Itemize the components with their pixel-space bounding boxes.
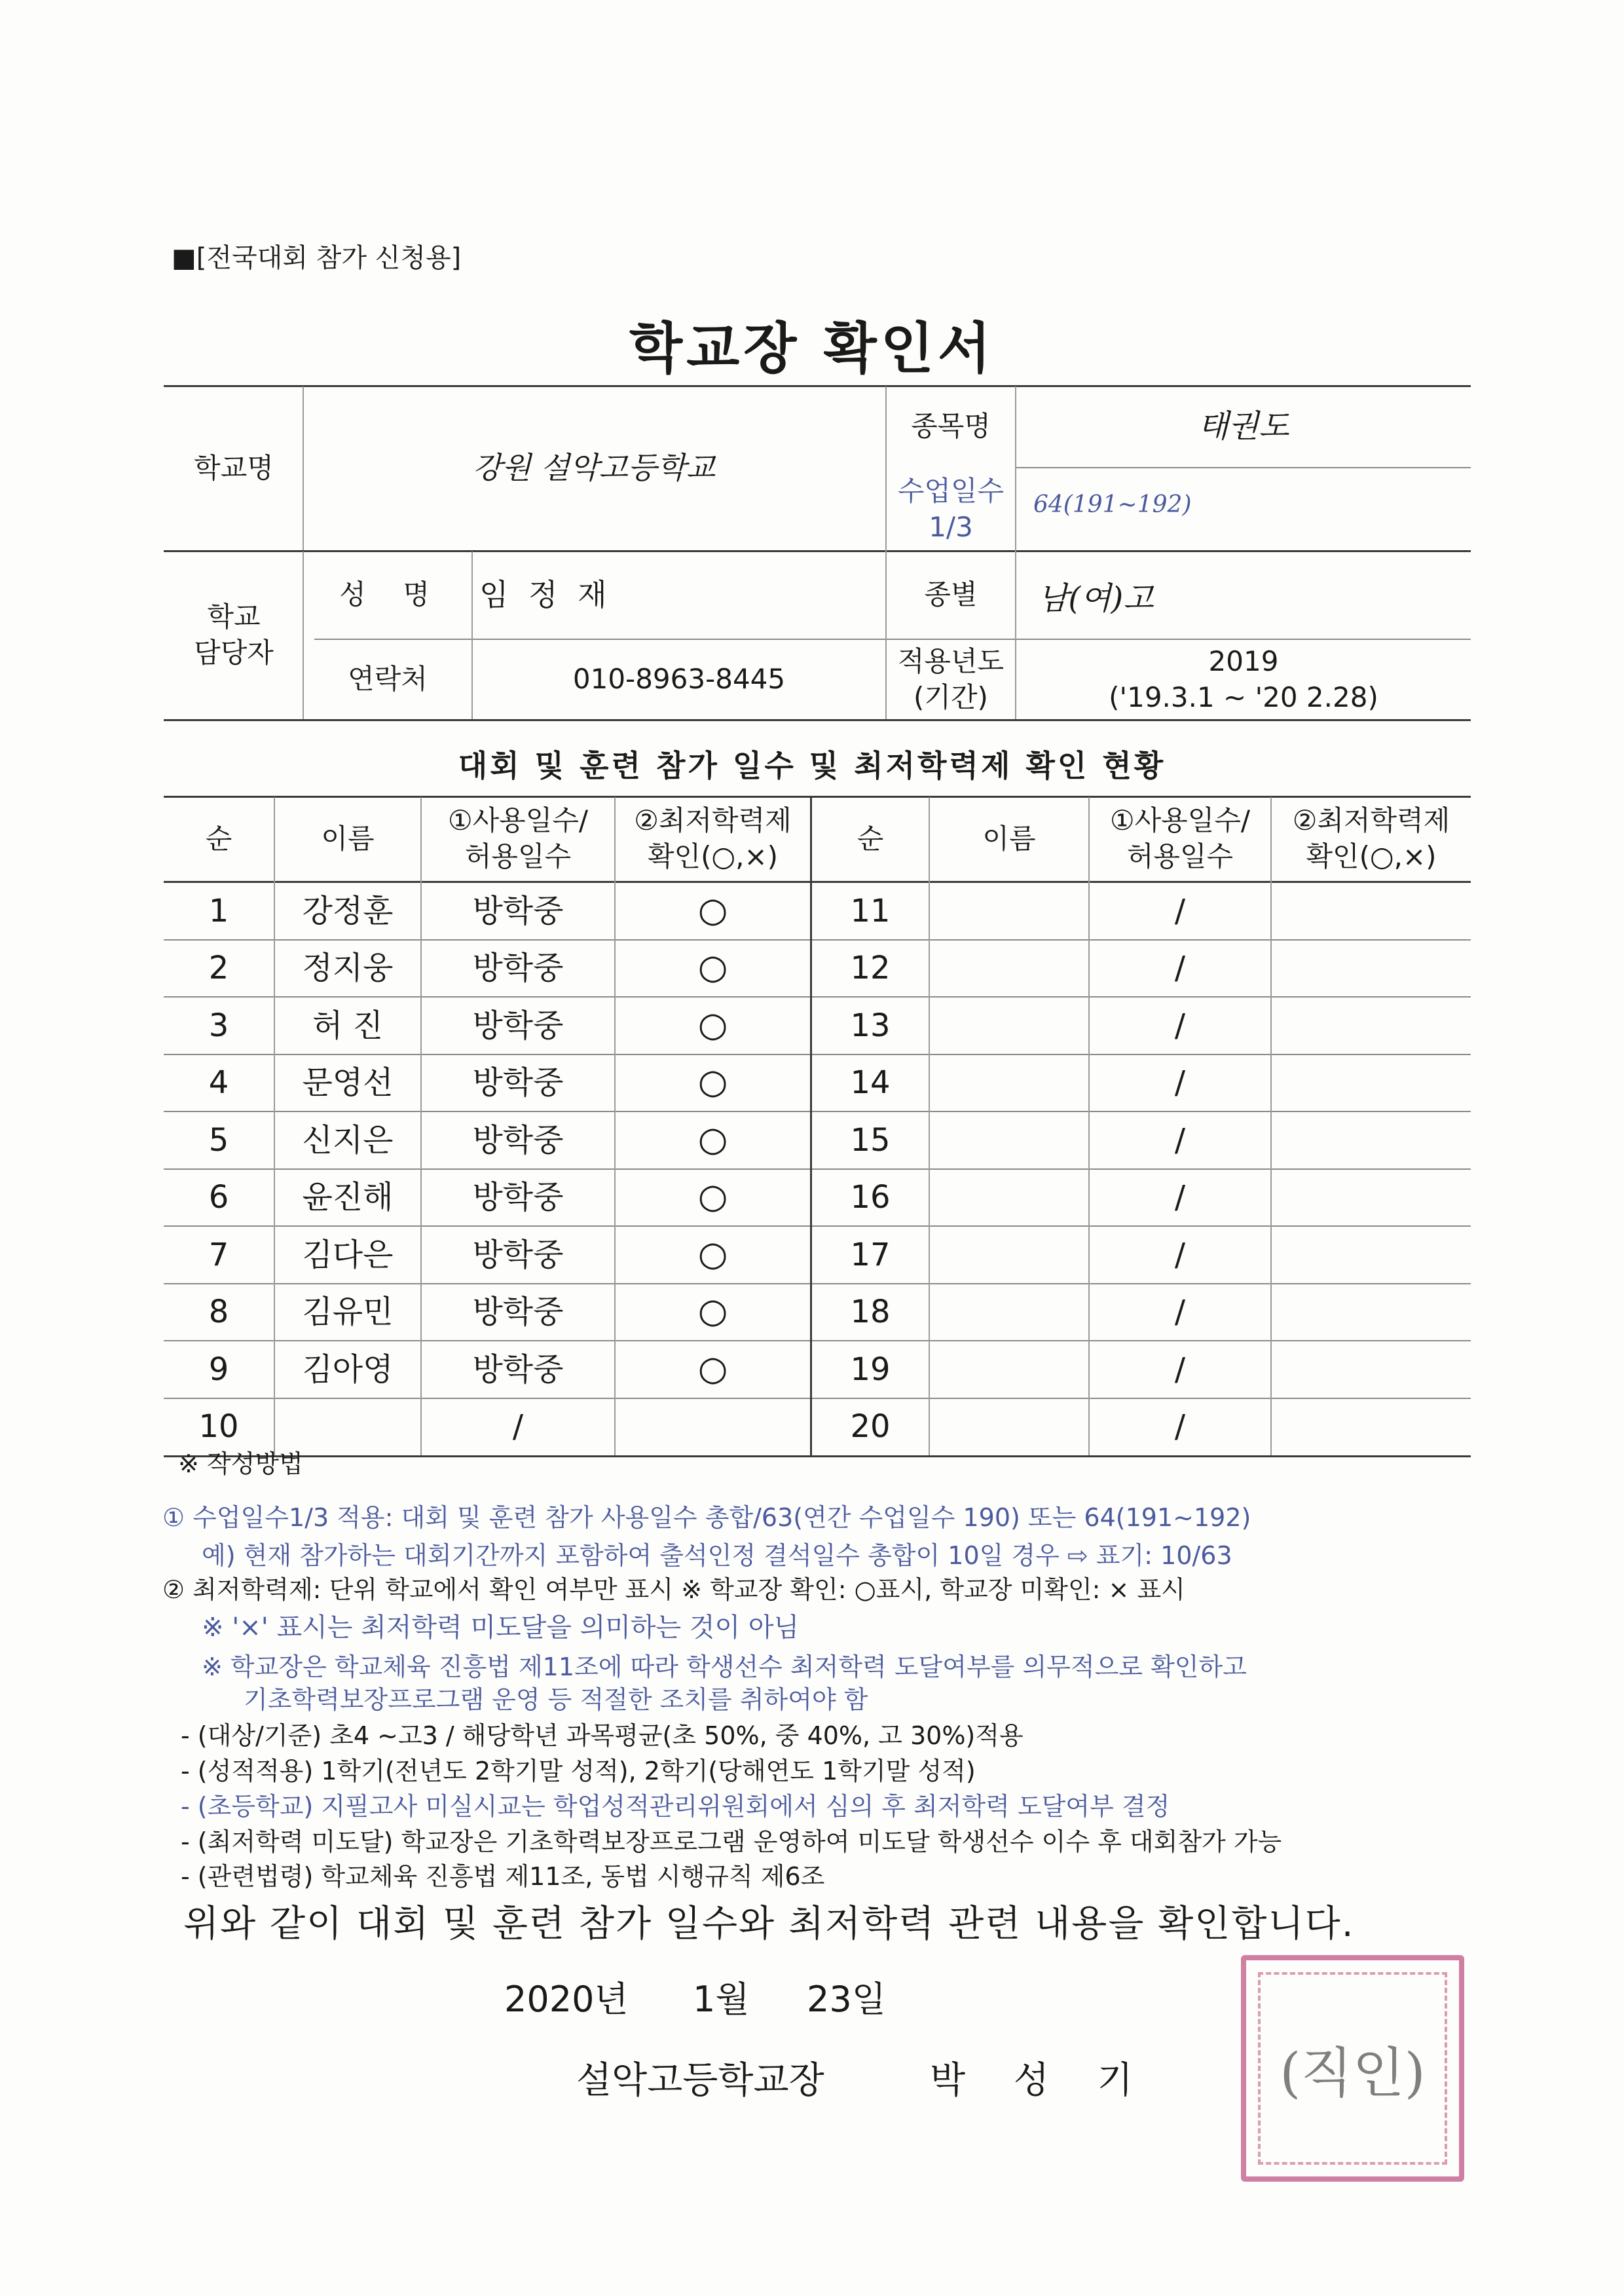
row-name [930, 1226, 1088, 1284]
note-2a: ② 최저학력제: 단위 학교에서 확인 여부만 표시 ※ 학교장 확인: ○표시, 학교장 미확인: × 표시 [162, 1575, 1185, 1604]
days-value: 64(191~192) [1033, 491, 1192, 518]
row-days: 방학중 [472, 950, 564, 987]
row-name: 허 진 [312, 1007, 383, 1044]
row-name: 윤진해 [302, 1179, 394, 1216]
row-days: 방학중 [472, 1007, 564, 1044]
header-no-right: 순 [857, 822, 884, 855]
row-no: 4 [208, 1064, 229, 1102]
row-days: 방학중 [472, 1351, 564, 1388]
row-days: / [1174, 1179, 1186, 1216]
row-days: 방학중 [472, 1294, 564, 1331]
event-value: 태권도 [1198, 408, 1289, 445]
note-2c: ※ 학교장은 학교체육 진흥법 제11조에 따라 학생선수 최저학력 도달여부를 의무적으로 확인하고 [202, 1652, 1247, 1681]
header-no: 순 [205, 822, 232, 855]
row-no: 15 [850, 1121, 891, 1159]
row-no: 1 [208, 892, 229, 929]
note-d2: - (성적적용) 1학기(전년도 2학기말 성적), 2학기(당해연도 1학기말 성적) [181, 1757, 976, 1785]
header-check-right-2: 확인(○,×) [1306, 840, 1437, 872]
staff-label-2: 담당자 [194, 637, 274, 669]
row-check: ○ [697, 1062, 728, 1102]
row-check [1272, 1398, 1471, 1456]
header-days-2: 허용일수 [464, 840, 572, 872]
row-name [930, 1398, 1088, 1456]
note-2d: 기초학력보장프로그램 운영 등 적절한 조치를 취하여야 함 [244, 1685, 868, 1714]
year-label-1: 적용년도 [897, 644, 1005, 677]
row-name: 김유민 [302, 1294, 394, 1331]
row-days: 방학중 [472, 892, 564, 929]
note-1a: ① 수업일수1/3 적용: 대회 및 훈련 참가 사용일수 총합/63(연간 수업일수 190) 또는 64(191~192) [162, 1503, 1251, 1532]
row-name [930, 1284, 1088, 1341]
row-no: 12 [850, 950, 891, 987]
row-name [930, 1341, 1088, 1398]
contact-label: 연락처 [348, 663, 428, 696]
row-days: / [1174, 1408, 1186, 1446]
row-no: 10 [198, 1408, 239, 1446]
form-tag: ■[전국대회 참가 신청용] [172, 243, 462, 273]
school-label: 학교명 [194, 451, 274, 484]
row-days: / [1174, 1236, 1186, 1273]
signer-name: 박 성 기 [930, 2059, 1151, 2102]
row-no: 18 [850, 1294, 891, 1331]
staff-label-1: 학교 [207, 601, 261, 633]
row-name: 김아영 [302, 1351, 394, 1388]
staff-label [165, 551, 303, 719]
row-name [930, 940, 1088, 998]
year-label-2: (기간) [913, 681, 988, 713]
row-no: 3 [208, 1007, 229, 1044]
row-days: / [1174, 1294, 1186, 1331]
days-label [887, 468, 1015, 550]
row-days: / [1174, 1064, 1186, 1102]
row-name: 정지웅 [302, 950, 394, 987]
year-value [1016, 640, 1471, 719]
official-seal [1241, 1955, 1464, 2182]
gender-value: 남(여)고 [1038, 580, 1154, 617]
row-name [275, 1398, 420, 1456]
school-value: 강원 설악고등학교 [472, 450, 716, 486]
row-check: ○ [697, 1292, 728, 1332]
header-name-right: 이름 [982, 822, 1036, 855]
row-no: 11 [850, 892, 891, 929]
header-check [616, 797, 810, 881]
header-check-1: ②최저학력제 [634, 804, 792, 837]
row-check: ○ [697, 1177, 728, 1217]
row-days: / [1174, 1351, 1186, 1388]
header-days-right-2: 허용일수 [1126, 840, 1234, 872]
row-name [930, 1111, 1088, 1169]
row-no: 16 [850, 1179, 891, 1216]
row-check: ○ [697, 1349, 728, 1389]
row-no: 2 [208, 950, 229, 987]
header-days [422, 797, 614, 881]
name-label: 성 명 [339, 578, 436, 611]
row-name: 김다은 [302, 1236, 394, 1273]
header-days-right-1: ①사용일수/ [1109, 804, 1251, 837]
note-d5: - (관련법령) 학교체육 진흥법 제11조, 동법 시행규칙 제6조 [181, 1862, 825, 1891]
year-value-1: 2019 [1208, 644, 1279, 677]
header-name: 이름 [321, 822, 375, 855]
days-label-1: 수업일수 [897, 474, 1005, 507]
note-d4: - (최저학력 미도달) 학교장은 기초학력보장프로그램 운영하여 미도달 학생선수 이수 후 대회참가 가능 [181, 1827, 1282, 1856]
row-days: / [1174, 950, 1186, 987]
row-no: 19 [850, 1351, 891, 1388]
header-days-right [1090, 797, 1270, 881]
note-2b: ※ '×' 표시는 최저학력 미도달을 의미하는 것이 아님 [202, 1613, 800, 1643]
row-name [930, 882, 1088, 940]
year-label [887, 640, 1015, 719]
row-no: 20 [850, 1408, 891, 1446]
event-label: 종목명 [911, 410, 991, 443]
row-check [1272, 997, 1471, 1054]
row-days: / [1174, 892, 1186, 929]
row-no: 14 [850, 1064, 891, 1102]
row-name [930, 997, 1088, 1054]
date-month: 1월 [693, 1979, 750, 2020]
seal-label: (직인) [1280, 2042, 1426, 2104]
row-days: 방학중 [472, 1121, 564, 1159]
row-check [1272, 1111, 1471, 1169]
row-check: ○ [697, 1005, 728, 1045]
row-check [1272, 1054, 1471, 1112]
header-check-right [1272, 797, 1471, 881]
row-no: 5 [208, 1121, 229, 1159]
date-day: 23일 [807, 1979, 886, 2020]
row-days: 방학중 [472, 1179, 564, 1216]
header-check-2: 확인(○,×) [647, 840, 779, 872]
signer-title: 설악고등학교장 [576, 2059, 824, 2102]
row-no: 6 [208, 1179, 229, 1216]
days-label-2: 1/3 [929, 510, 973, 543]
row-days: 방학중 [472, 1236, 564, 1273]
note-1b: 예) 현재 참가하는 대회기간까지 포함하여 출석인정 결석일수 총합이 10일 경우 ⇨ 표기: 10/63 [202, 1541, 1232, 1570]
row-no: 8 [208, 1294, 229, 1331]
row-days: / [512, 1408, 524, 1446]
row-no: 9 [208, 1351, 229, 1388]
year-value-2: ('19.3.1 ~ '20 2.28) [1109, 681, 1378, 713]
row-check [1272, 882, 1471, 940]
row-name: 문영선 [302, 1064, 394, 1102]
note-d1: - (대상/기준) 초4 ~고3 / 해당학년 과목평균(초 50%, 중 40%, 고 30%)적용 [181, 1721, 1024, 1750]
confirm-text: 위와 같이 대회 및 훈련 참가 일수와 최저학력 관련 내용을 확인합니다. [183, 1903, 1355, 1945]
date-year: 2020년 [504, 1979, 629, 2020]
row-days: 방학중 [472, 1064, 564, 1102]
header-days-1: ①사용일수/ [447, 804, 589, 837]
row-check: ○ [697, 1234, 728, 1274]
notes-heading: ※ 작성방법 [178, 1449, 303, 1478]
row-days: / [1174, 1007, 1186, 1044]
row-check: ○ [697, 1119, 728, 1159]
row-check [1272, 1169, 1471, 1227]
contact-value: 010-8963-8445 [572, 663, 786, 696]
row-name [930, 1054, 1088, 1112]
row-check [1272, 940, 1471, 998]
note-d3: - (초등학교) 지필고사 미실시교는 학업성적관리위원회에서 심의 후 최저학력 도달여부 결정 [181, 1792, 1170, 1821]
row-check: ○ [697, 948, 728, 988]
page-title: 학교장 확인서 [629, 316, 995, 381]
header-check-right-1: ②최저학력제 [1292, 804, 1450, 837]
row-check [1272, 1284, 1471, 1341]
row-no: 17 [850, 1236, 891, 1273]
row-name [930, 1169, 1088, 1227]
gender-label: 종별 [924, 578, 978, 611]
row-no: 13 [850, 1007, 891, 1044]
row-no: 7 [208, 1236, 229, 1273]
row-check [1272, 1226, 1471, 1284]
row-check [616, 1398, 810, 1456]
row-name: 신지은 [302, 1121, 394, 1159]
section-title: 대회 및 훈련 참가 일수 및 최저학력제 확인 현황 [458, 748, 1166, 783]
row-days: / [1174, 1121, 1186, 1159]
row-check [1272, 1341, 1471, 1398]
row-check: ○ [697, 890, 728, 930]
row-name: 강정훈 [302, 892, 394, 929]
name-value: 임 정 재 [479, 577, 612, 612]
